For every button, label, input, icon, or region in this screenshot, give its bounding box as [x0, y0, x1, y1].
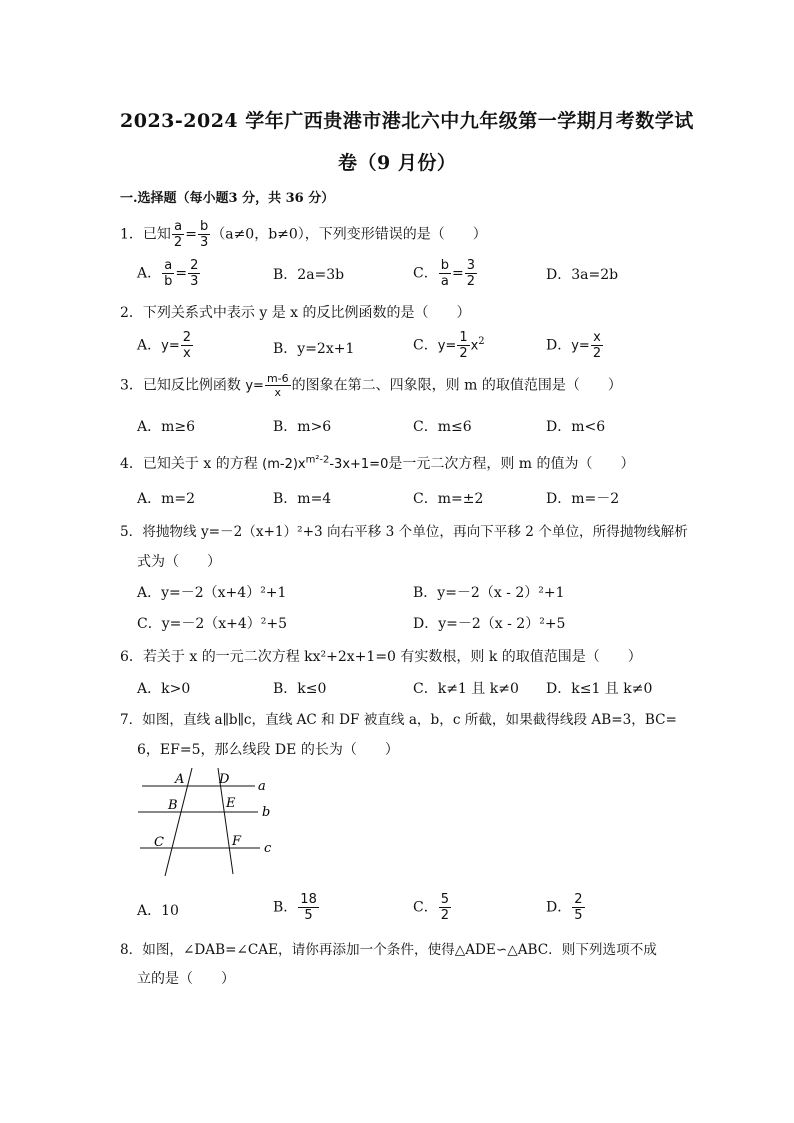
question-3: 3．已知反比例函数 y= $\frac{m-6}{x}$ 的图象在第二、四象限，则 m 的取值范围是（ ）	[120, 372, 622, 399]
section-heading: 一.选择题（每小题3 分，共 36 分）	[120, 191, 335, 206]
q7-option-b: B． $\frac{18}{5}$	[273, 892, 317, 923]
question-2: 2．下列关系式中表示 y 是 x 的反比例函数的是（ ）	[120, 305, 471, 321]
point-e-label: E	[226, 796, 236, 811]
question-7-line1: 7．如图，直线 a∥b∥c，直线 AC 和 DF 被直线 a，b，c 所截，如果截得线段 AB=3，BC=	[120, 712, 677, 728]
q1-option-c: C． $\frac{b}{a}$ = $\frac{3}{2}$	[413, 258, 475, 289]
page-title-line2: 卷（9 月份）	[338, 152, 457, 174]
q6-option-a: A．k>0	[137, 681, 191, 697]
line-c-label: c	[264, 841, 272, 856]
q5-option-c: C．y=－2（x+4）²+5	[137, 616, 288, 632]
q2-option-c: C．y= $\frac{1}{2}$ $x^2$	[413, 330, 485, 361]
q3-option-d: D．m<6	[546, 419, 606, 435]
question-6: 6．若关于 x 的一元二次方程 kx²+2x+1=0 有实数根，则 k 的取值范围是（ ）	[120, 649, 642, 665]
q5-option-b: B．y=－2（x - 2）²+1	[413, 585, 565, 601]
fraction-a-over-2: $\frac{a}{2}$	[173, 219, 183, 250]
question-5-line2: 式为（ ）	[137, 554, 221, 570]
question-5-line1: 5．将抛物线 y=－2（x+1）²+3 向右平移 3 个单位，再向下平移 2 个单位，所得抛物线解析	[120, 524, 688, 540]
q4-option-b: B．m=4	[273, 491, 332, 507]
q2-option-b: B．y=2x+1	[273, 341, 355, 357]
question-8-line1: 8．如图，∠DAB=∠CAE，请你再添加一个条件，使得△ADE∽△ABC．则下列选项不成	[120, 942, 657, 958]
line-a-label: a	[258, 779, 266, 794]
point-d-label: D	[219, 772, 230, 787]
q6-option-b: B．k≤0	[273, 681, 327, 697]
q7-option-d: D． $\frac{2}{5}$	[546, 892, 583, 923]
q7-option-a: A．10	[137, 903, 179, 919]
q1-option-d: D．3a=2b	[546, 267, 619, 283]
q5-option-d: D．y=－2（x - 2）²+5	[413, 616, 566, 632]
point-b-label: B	[168, 798, 178, 813]
q1-option-b: B．2a=3b	[273, 267, 345, 283]
page-title-line1: 2023-2024 学年广西贵港市港北六中九年级第一学期月考数学试	[120, 110, 694, 132]
q7-option-c: C． $\frac{5}{2}$	[413, 892, 449, 923]
q2-option-a: A．y= $\frac{2}{x}$	[137, 330, 191, 361]
q4-option-a: A．m=2	[137, 491, 196, 507]
q6-option-c: C．k≠1 且 k≠0	[413, 681, 519, 697]
fraction-b-over-3: $\frac{b}{3}$	[199, 219, 209, 250]
question-7-line2: 6，EF=5，那么线段 DE 的长为（ ）	[137, 742, 399, 758]
q4-option-d: D．m=－2	[546, 491, 620, 507]
q5-option-a: A．y=－2（x+4）²+1	[137, 585, 287, 601]
q1-option-a: A． $\frac{a}{b}$ = $\frac{2}{3}$	[137, 258, 199, 289]
q4-option-c: C．m=±2	[413, 491, 484, 507]
q2-option-d: D．y= $\frac{x}{2}$	[546, 330, 602, 361]
line-b-label: b	[262, 805, 271, 820]
q3-option-b: B．m>6	[273, 419, 332, 435]
question-4: 4．已知关于 x 的方程 $(m-2)x^{m^2-2}-3x+1=0$是一元二次方程，则 m 的值为（ ）	[120, 454, 635, 472]
q3-option-c: C．m≤6	[413, 419, 472, 435]
question-8-line2: 立的是（ ）	[137, 971, 235, 987]
parallel-lines-figure	[130, 766, 280, 878]
point-f-label: F	[232, 834, 242, 849]
point-a-label: A	[175, 772, 185, 787]
q6-option-d: D．k≤1 且 k≠0	[546, 681, 653, 697]
q3-option-a: A．m≥6	[137, 419, 196, 435]
point-c-label: C	[154, 835, 164, 850]
question-1: 1．已知 $\frac{a}{2}$ = $\frac{b}{3}$ （a≠0，b≠0），下列变形错误的是（ ）	[120, 219, 487, 250]
